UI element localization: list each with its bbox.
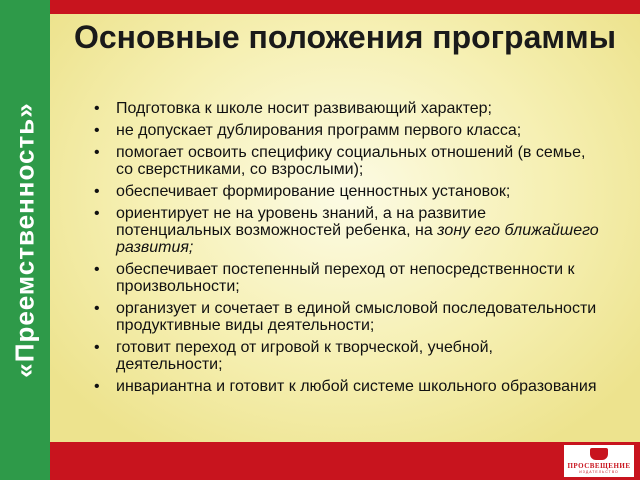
sidebar <box>0 0 50 480</box>
bullet-text-italic: зону его ближайшего развития; <box>116 222 599 256</box>
bullet-item <box>92 122 602 139</box>
bullet-item <box>92 339 602 373</box>
bullet-item <box>92 378 602 395</box>
sidebar-label: «Преемственность» <box>9 102 40 378</box>
publisher-logo <box>564 445 634 477</box>
bullet-icon: • <box>94 144 100 161</box>
bullet-icon: • <box>94 339 100 356</box>
slide-title: Основные положения программы <box>73 19 617 55</box>
slide-content <box>50 14 640 442</box>
bullet-text: Подготовка к школе носит развивающий характер; <box>116 100 492 117</box>
bullet-item <box>92 205 602 256</box>
bullet-icon: • <box>94 205 100 222</box>
bullet-icon: • <box>94 378 100 395</box>
bullet-text: инвариантна и готовит к любой системе школьного образования <box>116 378 597 395</box>
bullet-item <box>92 261 602 295</box>
bullet-item <box>92 300 602 334</box>
bullet-item <box>92 144 602 178</box>
bullet-icon: • <box>94 261 100 278</box>
bullet-item <box>92 183 602 200</box>
logo-subtitle: ИЗДАТЕЛЬСТВО <box>579 470 619 474</box>
bottom-accent-bar <box>50 442 640 480</box>
bullet-icon: • <box>94 100 100 117</box>
book-emblem-icon <box>590 448 608 460</box>
bullet-icon: • <box>94 122 100 139</box>
bullet-text: обеспечивает постепенный переход от непосредственности к произвольности; <box>116 261 575 295</box>
top-accent-bar <box>50 0 640 14</box>
bullet-text: обеспечивает формирование ценностных установок; <box>116 183 511 200</box>
bullet-text: не допускает дублирования программ первого класса; <box>116 122 522 139</box>
bullet-text: готовит переход от игровой к творческой, учебной, деятельности; <box>116 339 493 373</box>
bullet-icon: • <box>94 300 100 317</box>
bullet-icon: • <box>94 183 100 200</box>
bullet-text: ориентирует не на уровень знаний, а на развитие потенциальных возможностей ребенка, на <box>116 205 486 239</box>
bullet-list <box>92 100 602 400</box>
bullet-text: организует и сочетает в единой смысловой последовательности продуктивные виды деятельности; <box>116 300 597 334</box>
logo-name: ПРОСВЕЩЕНИЕ <box>567 462 631 470</box>
bullet-item <box>92 100 602 117</box>
bullet-text: помогает освоить специфику социальных отношений (в семье, со сверстниками, со взрослыми); <box>116 144 586 178</box>
